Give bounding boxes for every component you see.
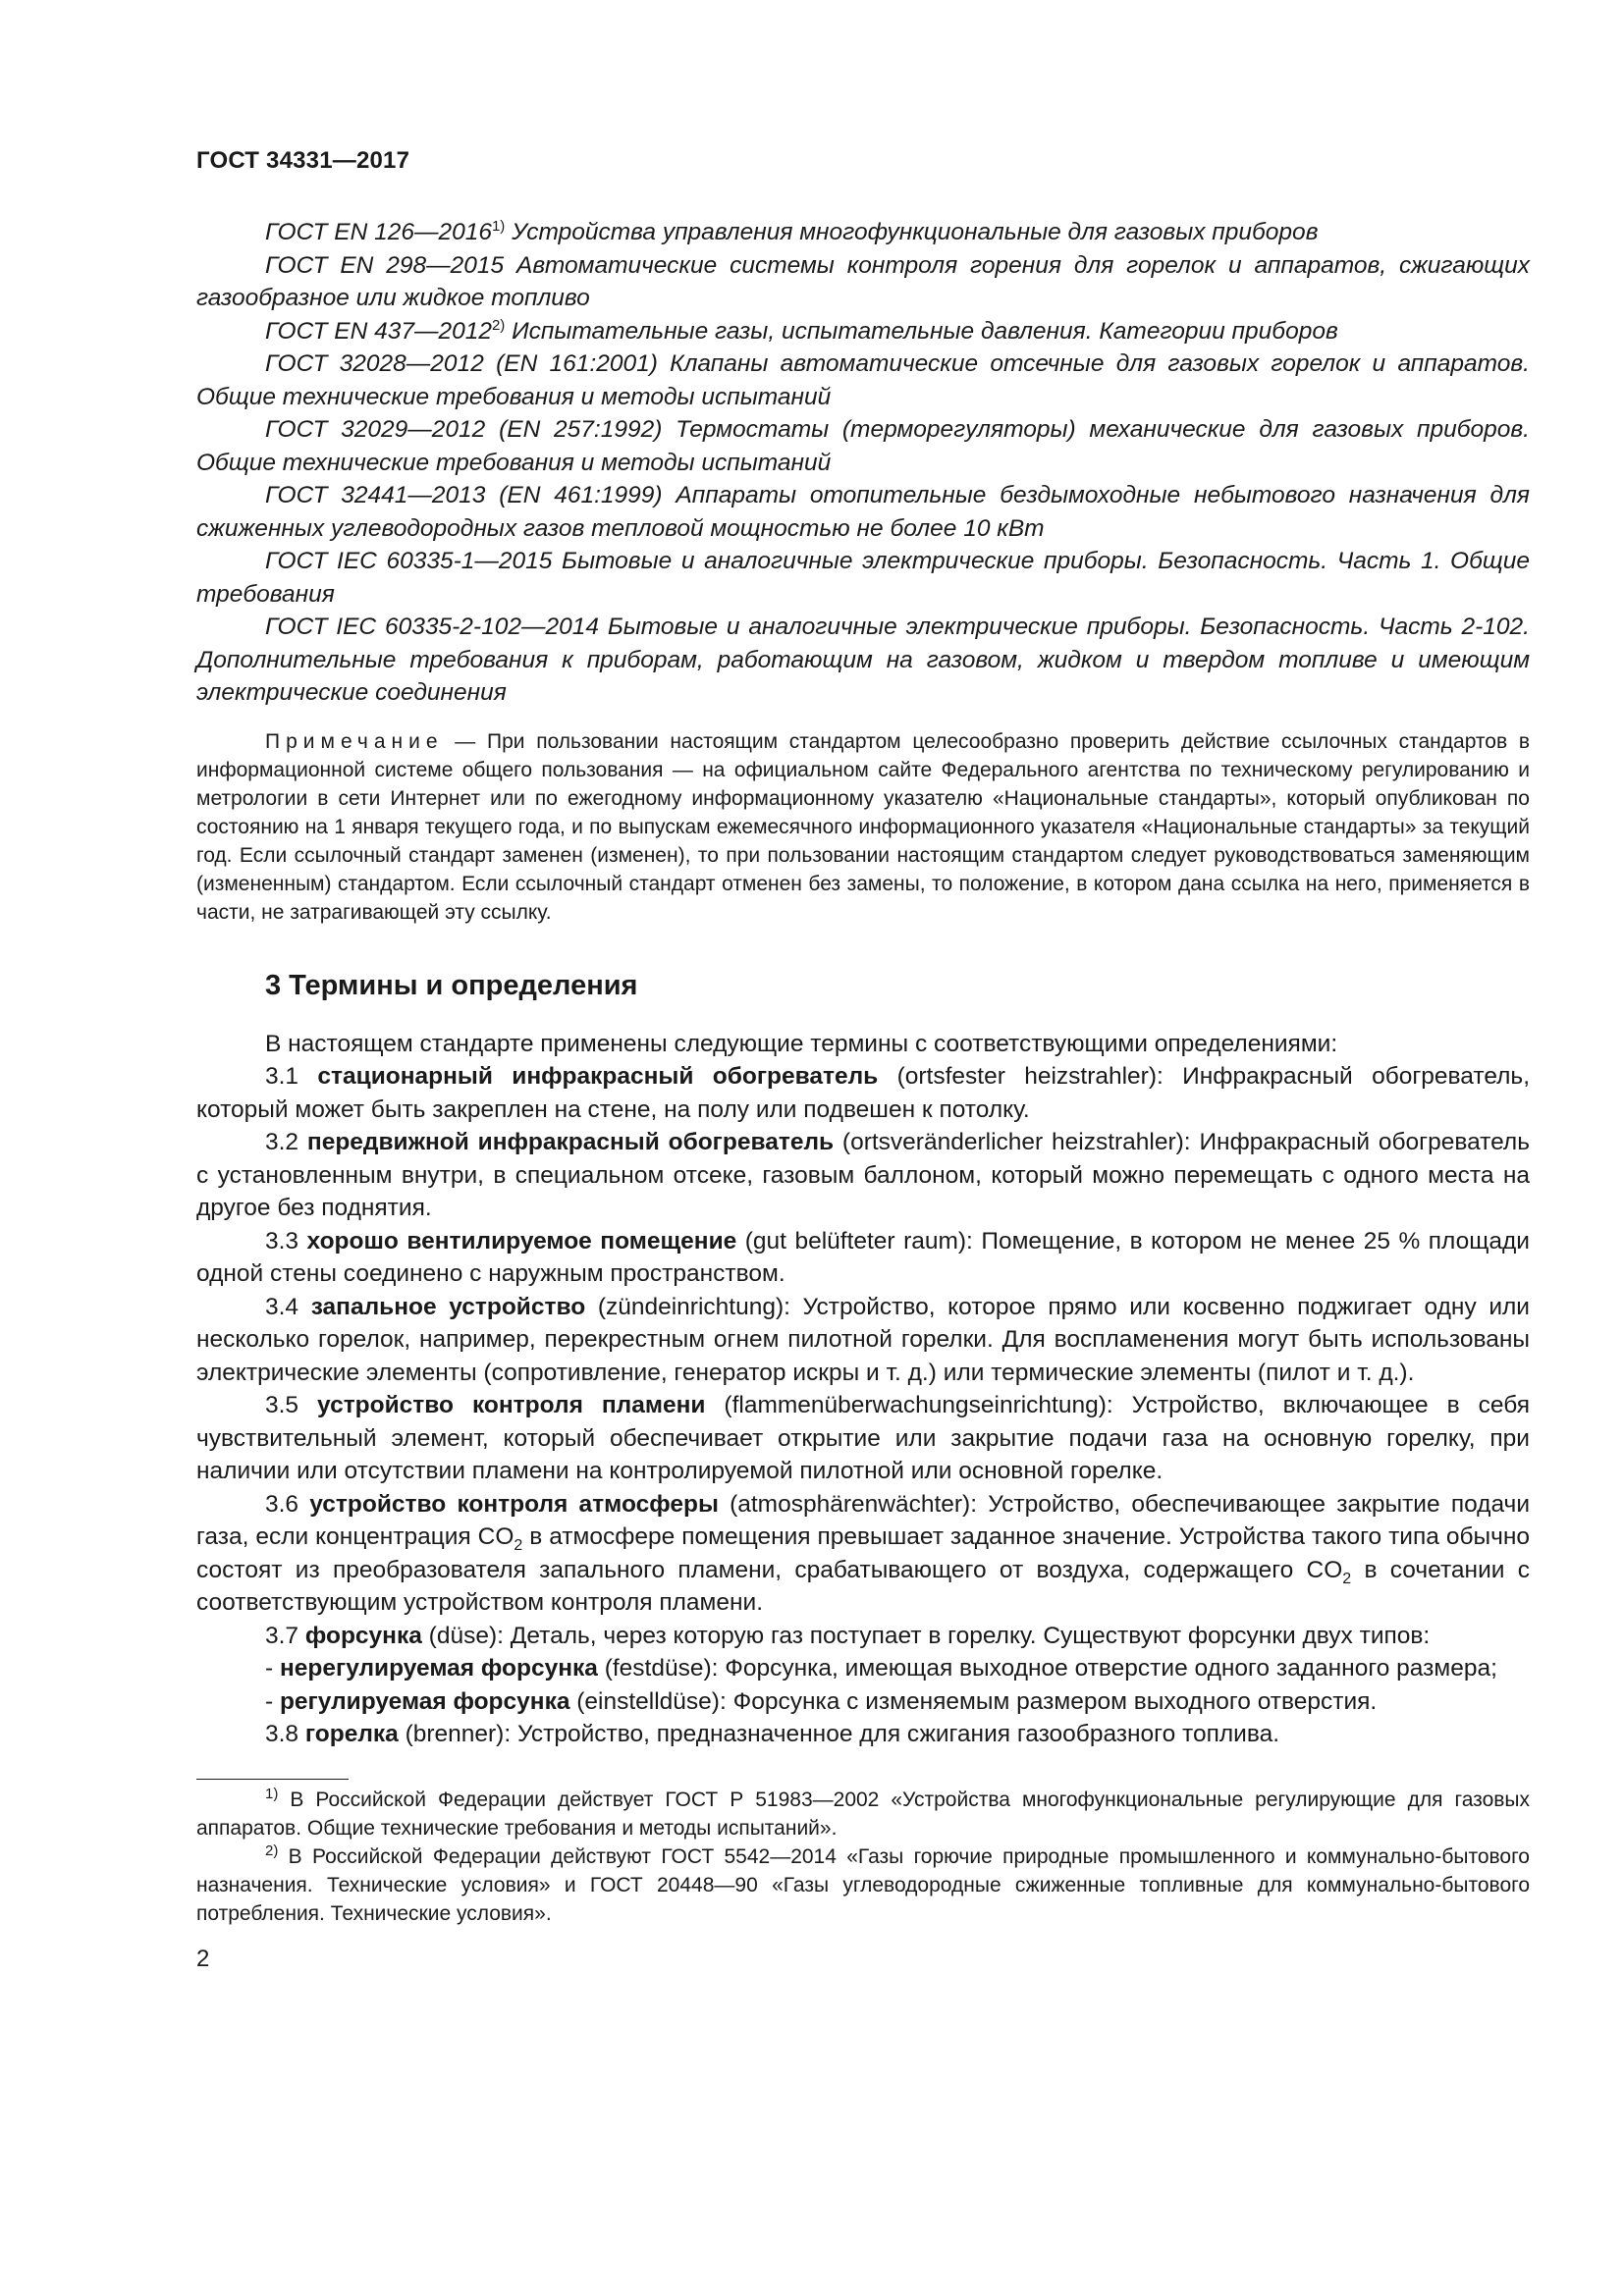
term-name: хорошо вентилируемое помещение <box>306 1227 737 1255</box>
section-title: 3 Термины и определения <box>265 969 638 1001</box>
term-name: устройство контроля пламени <box>317 1392 706 1418</box>
reference-title: Термостаты (терморегуляторы) механические для газовых приборов. Общие технические требования и методы испытаний <box>196 416 1530 476</box>
footnote <box>196 1842 1530 1928</box>
normative-references <box>196 216 1530 710</box>
reference-item <box>196 216 1530 249</box>
footnote <box>196 1786 1530 1842</box>
note-label: Примечание <box>265 729 444 753</box>
term-number: 3.6 <box>265 1490 310 1518</box>
term-text: (einstelldüse): Форсунка с изменяемым размером выходного отверстия. <box>569 1687 1378 1715</box>
term-number: 3.8 <box>265 1721 305 1747</box>
nozzle-type-item <box>196 1652 1530 1685</box>
nozzle-type-item <box>196 1685 1530 1719</box>
term-name: форсунка <box>304 1622 422 1649</box>
reference-code: ГОСТ 32029—2012 (EN 257:1992) <box>265 416 663 443</box>
footnote-separator <box>196 1779 349 1780</box>
terms-list <box>196 1028 1530 1751</box>
term-name: стационарный инфракрасный обогреватель <box>317 1063 879 1090</box>
standard-header: ГОСТ 34331—2017 <box>196 147 410 174</box>
term-definition <box>196 1620 1530 1653</box>
reference-code: ГОСТ IEC 60335-2-102—2014 <box>265 614 599 640</box>
reference-code: ГОСТ EN 126—2016 <box>265 219 492 245</box>
term-text: (zündeinrichtung): Устройство, которое прямо или косвенно поджигает одну или несколько горелок, например, перекрестным огнем пилотной горелки. Для воспламенения могут быть использованы электрические элементы (сопротивление, генератор искры и т. д.) или термические элементы (пилот и т. д.). <box>196 1293 1530 1386</box>
term-text: (gut belüfteter raum): Помещение, в котором не менее 25 % площади одной стены соединено с наружным пространством. <box>196 1227 1530 1287</box>
reference-item <box>196 611 1530 710</box>
term-number: 3.7 <box>265 1622 305 1649</box>
term-text: в атмосфере помещения превышает заданное значение. Устройства такого типа обычно состоят из преобразователя запального пламени, срабатывающего от воздуха, содержащего CO <box>196 1523 1531 1583</box>
document-page <box>196 147 1530 1973</box>
list-dash: - <box>265 1655 280 1682</box>
term-text: (ortsveränderlicher heizstrahler): Инфракрасный обогреватель с установленным внутри, в специальном отсеке, газовым баллоном, который можно перемещать с одного места на другое без поднятия. <box>196 1129 1530 1221</box>
reference-item <box>196 315 1530 348</box>
note-text: — При пользовании настоящим стандартом целесообразно проверить действие ссылочных стандартов в информационной системе общего пользования — на официальном сайте Федерального агентства по техническому регулированию и метрологии в сети Интернет или по ежегодному информационному указателю «Национальные стандарты», который опубликован по состоянию на 1 января текущего года, и по выпускам ежемесячного информационного указателя «Национальные стандарты» за текущий год. Если ссылочный стандарт заменен (изменен), то при пользовании настоящим стандартом следует руководствоваться заменяющим (измененным) стандартом. Если ссылочный стандарт отменен без замены, то положение, в котором дана ссылка на него, применяется в части, не затрагивающей эту ссылку. <box>196 729 1530 924</box>
term-number: 3.3 <box>265 1227 307 1255</box>
term-number: 3.5 <box>265 1392 318 1418</box>
list-dash: - <box>265 1687 280 1715</box>
footnote-marker: 2) <box>265 1842 279 1859</box>
term-name: запальное устройство <box>310 1293 586 1320</box>
reference-title: Испытательные газы, испытательные давления. Категории приборов <box>505 317 1338 345</box>
term-name: горелка <box>304 1721 399 1747</box>
reference-code: ГОСТ 32441—2013 (EN 461:1999) <box>265 482 663 508</box>
reference-title: Бытовые и аналогичные электрические приборы. Безопасность. Часть 1. Общие требования <box>196 548 1530 608</box>
term-text: (brenner): Устройство, предназначенное для сжигания газообразного топлива. <box>398 1721 1280 1747</box>
term-definition <box>196 1225 1530 1291</box>
term-definition <box>196 1126 1530 1225</box>
footnotes <box>196 1786 1530 1928</box>
term-text: (festdüse): Форсунка, имеющая выходное отверстие одного заданного размера; <box>597 1655 1497 1682</box>
term-number: 3.2 <box>265 1129 307 1155</box>
term-definition <box>196 1060 1530 1126</box>
reference-title: Аппараты отопительные бездымоходные небытового назначения для сжиженных углеводородных газов тепловой мощностью не более 10 кВт <box>196 482 1530 542</box>
reference-item <box>196 413 1530 479</box>
note-paragraph <box>196 727 1530 927</box>
footnote-text: В Российской Федерации действуют ГОСТ 5542—2014 «Газы горючие природные промышленного и коммунально-бытового назначения. Технические условия» и ГОСТ 20448—90 «Газы углеводородные сжиженные топливные для коммунально-бытового потребления. Технические условия». <box>196 1844 1530 1925</box>
footnote-marker: 2) <box>491 316 506 334</box>
term-text: (flammenüberwachungseinrichtung): Устройство, включающее в себя чувствительный элемент, который обеспечивает открытие или закрытие подачи газа на основную горелку, при наличии или отсутствии пламени на контролируемой пилотной или основной горелке. <box>196 1392 1530 1484</box>
reference-item <box>196 479 1530 545</box>
reference-code: ГОСТ EN 437—2012 <box>265 317 492 345</box>
term-definition <box>196 1291 1530 1390</box>
term-number: 3.4 <box>265 1293 311 1320</box>
section-intro: В настоящем стандарте применены следующие термины с соответствующими определениями: <box>265 1030 1338 1057</box>
reference-item <box>196 249 1530 315</box>
subscript: 2 <box>1342 1570 1352 1587</box>
reference-title: Автоматические системы контроля горения для горелок и аппаратов, сжигающих газообразное или жидкое топливо <box>196 251 1530 311</box>
reference-code: ГОСТ IEC 60335-1—2015 <box>265 548 553 574</box>
term-name: нерегулируемая форсунка <box>279 1655 598 1682</box>
term-text: (ortsfester heizstrahler): Инфракрасный обогреватель, который может быть закреплен на стене, на полу или подвешен к потолку. <box>196 1063 1531 1123</box>
subscript: 2 <box>514 1536 523 1554</box>
reference-code: ГОСТ 32028—2012 (EN 161:2001) <box>265 350 658 377</box>
term-name: передвижной инфракрасный обогреватель <box>306 1129 835 1155</box>
term-name: регулируемая форсунка <box>279 1687 570 1715</box>
term-text: в сочетании с соответствующим устройством контроля пламени. <box>196 1556 1530 1616</box>
reference-code: ГОСТ EN 298—2015 <box>265 251 505 279</box>
reference-item <box>196 545 1530 611</box>
footnote-text: В Российской Федерации действует ГОСТ Р 51983—2002 «Устройства многофункциональные регулирующие для газовых аппаратов. Общие технические требования и методы испытаний». <box>196 1788 1530 1840</box>
term-definition <box>196 1718 1530 1751</box>
reference-title: Клапаны автоматические отсечные для газовых горелок и аппаратов. Общие технические требования и методы испытаний <box>196 350 1530 410</box>
term-number: 3.1 <box>265 1063 318 1090</box>
reference-title: Бытовые и аналогичные электрические приборы. Безопасность. Часть 2-102. Дополнительные требования к приборам, работающим на газовом, жидком и твердом топливе и имеющим электрические соединения <box>196 614 1530 706</box>
term-text: (atmosphärenwächter): Устройство, обеспечивающее закрытие подачи газа, если концентрация CO <box>196 1490 1531 1550</box>
term-name: устройство контроля атмосферы <box>309 1490 719 1518</box>
footnote-marker: 1) <box>265 1785 279 1802</box>
reference-title: Устройства управления многофункциональные для газовых приборов <box>505 219 1319 245</box>
page-number: 2 <box>196 1945 210 1972</box>
term-definition <box>196 1488 1530 1620</box>
term-definition <box>196 1389 1530 1488</box>
footnote-marker: 1) <box>491 217 506 235</box>
term-text: (düse): Деталь, через которую газ поступает в горелку. Существуют форсунки двух типов: <box>421 1622 1431 1649</box>
reference-item <box>196 347 1530 413</box>
